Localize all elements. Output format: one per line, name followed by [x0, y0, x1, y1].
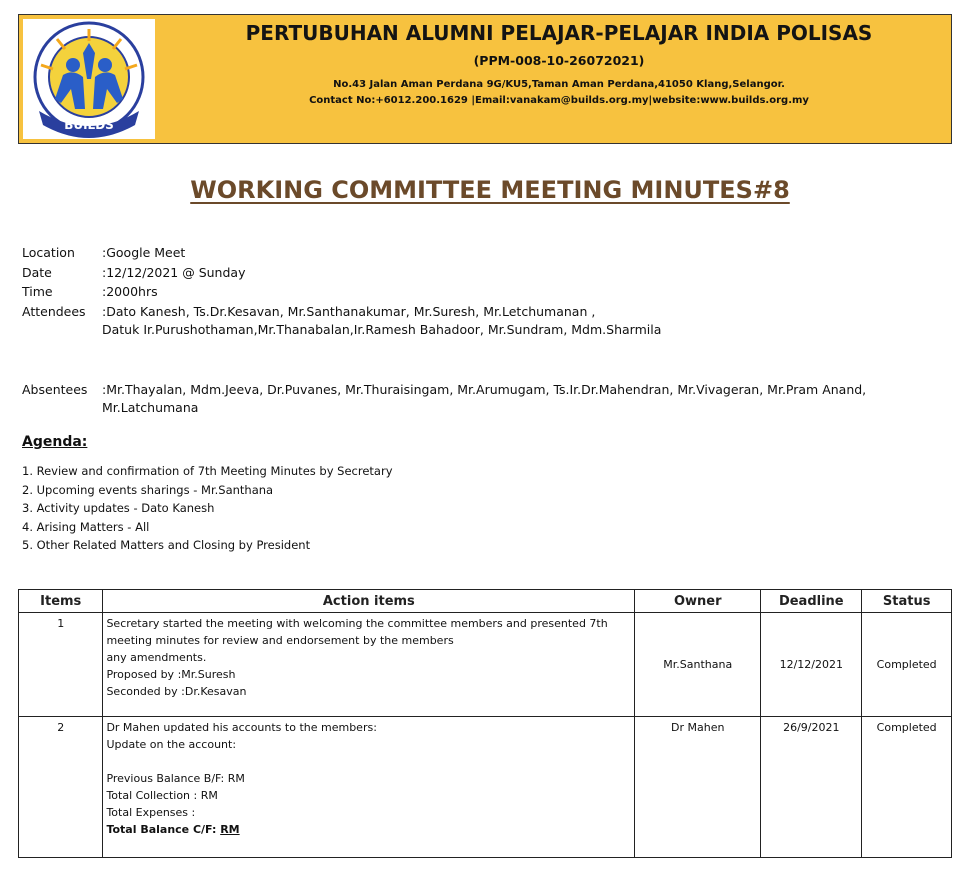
date-value: :12/12/2021 @ Sunday	[102, 265, 246, 280]
action-line: Previous Balance B/F: RM	[106, 772, 245, 785]
action-line: Proposed by :Mr.Suresh	[106, 668, 236, 681]
organization-contact: Contact No:+6012.200.1629 |Email:vanakam@builds.org.my|website:www.builds.org.my	[309, 95, 809, 106]
agenda-item: 2. Upcoming events sharings - Mr.Santhana	[22, 482, 274, 497]
spacer	[106, 753, 631, 770]
action-items-table	[18, 589, 952, 858]
status-cell: Completed	[862, 613, 952, 717]
status-column-header: Status	[862, 590, 952, 613]
action-line: Total Collection : RM	[106, 789, 218, 802]
items-column-header: Items	[19, 590, 103, 613]
table-header-row	[19, 590, 952, 613]
owner-cell: Mr.Santhana	[635, 613, 761, 717]
owner-column-header: Owner	[635, 590, 761, 613]
item-number: 1	[19, 613, 103, 717]
action-cell	[103, 613, 635, 717]
action-cell	[103, 717, 635, 858]
date-label: Date	[22, 265, 52, 280]
location-value: :Google Meet	[102, 245, 186, 260]
registration-number: (PPM-008-10-26072021)	[473, 53, 645, 68]
organization-logo	[23, 19, 155, 139]
action-column-header: Action items	[103, 590, 635, 613]
attendees-line-2: Datuk Ir.Purushothaman,Mr.Thanabalan,Ir.Ramesh Bahadoor, Mr.Sundram, Mdm.Sharmila	[102, 322, 662, 337]
action-line: meeting minutes for review and endorsement by the members	[106, 634, 454, 647]
action-line: Dr Mahen updated his accounts to the members:	[106, 721, 377, 734]
action-line: Seconded by :Dr.Kesavan	[106, 685, 247, 698]
agenda-item: 3. Activity updates - Dato Kanesh	[22, 501, 215, 515]
table-row	[19, 613, 952, 717]
location-label: Location	[22, 245, 75, 260]
absentees-label: Absentees	[22, 382, 88, 397]
deadline-cell: 26/9/2021	[761, 717, 862, 858]
document-title: WORKING COMMITTEE MEETING MINUTES#8	[190, 176, 790, 204]
total-balance-label: Total Balance C/F:	[106, 823, 221, 836]
agenda-item: 4. Arising Matters - All	[22, 519, 150, 534]
attendees-label: Attendees	[22, 304, 86, 319]
action-line: any amendments.	[106, 651, 207, 664]
organization-address: No.43 Jalan Aman Perdana 9G/KU5,Taman Aman Perdana,41050 Klang,Selangor.	[333, 79, 785, 90]
action-line: Secretary started the meeting with welcoming the committee members and presented 7th	[106, 617, 608, 630]
action-line: Update on the account:	[106, 738, 237, 751]
agenda-heading: Agenda:	[22, 434, 88, 450]
action-line: Total Expenses :	[106, 806, 196, 819]
agenda-item: 1. Review and confirmation of 7th Meeting Minutes by Secretary	[22, 464, 393, 478]
logo-emblem-icon	[23, 19, 155, 139]
header-banner	[18, 14, 952, 144]
organization-name: PERTUBUHAN ALUMNI PELAJAR-PELAJAR INDIA POLISAS	[245, 21, 873, 45]
attendees-line-1: :Dato Kanesh, Ts.Dr.Kesavan, Mr.Santhanakumar, Mr.Suresh, Mr.Letchumanan ,	[102, 304, 596, 319]
item-number: 2	[19, 717, 103, 858]
absentees-line-1: :Mr.Thayalan, Mdm.Jeeva, Dr.Puvanes, Mr.Thuraisingam, Mr.Arumugam, Ts.Ir.Dr.Mahendran, Mr.Vivageran, Mr.Pram Anand,	[102, 382, 867, 397]
deadline-column-header: Deadline	[761, 590, 862, 613]
status-cell: Completed	[862, 717, 952, 858]
deadline-cell: 12/12/2021	[761, 613, 862, 717]
svg-text:BUILDS: BUILDS	[64, 118, 114, 132]
total-balance-value: RM	[220, 823, 240, 836]
agenda-list	[22, 462, 393, 555]
agenda-item: 5. Other Related Matters and Closing by President	[22, 538, 311, 552]
time-value: :2000hrs	[102, 284, 158, 299]
table-row	[19, 717, 952, 858]
owner-cell: Dr Mahen	[635, 717, 761, 858]
total-balance-line	[106, 821, 631, 838]
absentees-line-2: Mr.Latchumana	[102, 400, 199, 415]
time-label: Time	[22, 284, 53, 299]
